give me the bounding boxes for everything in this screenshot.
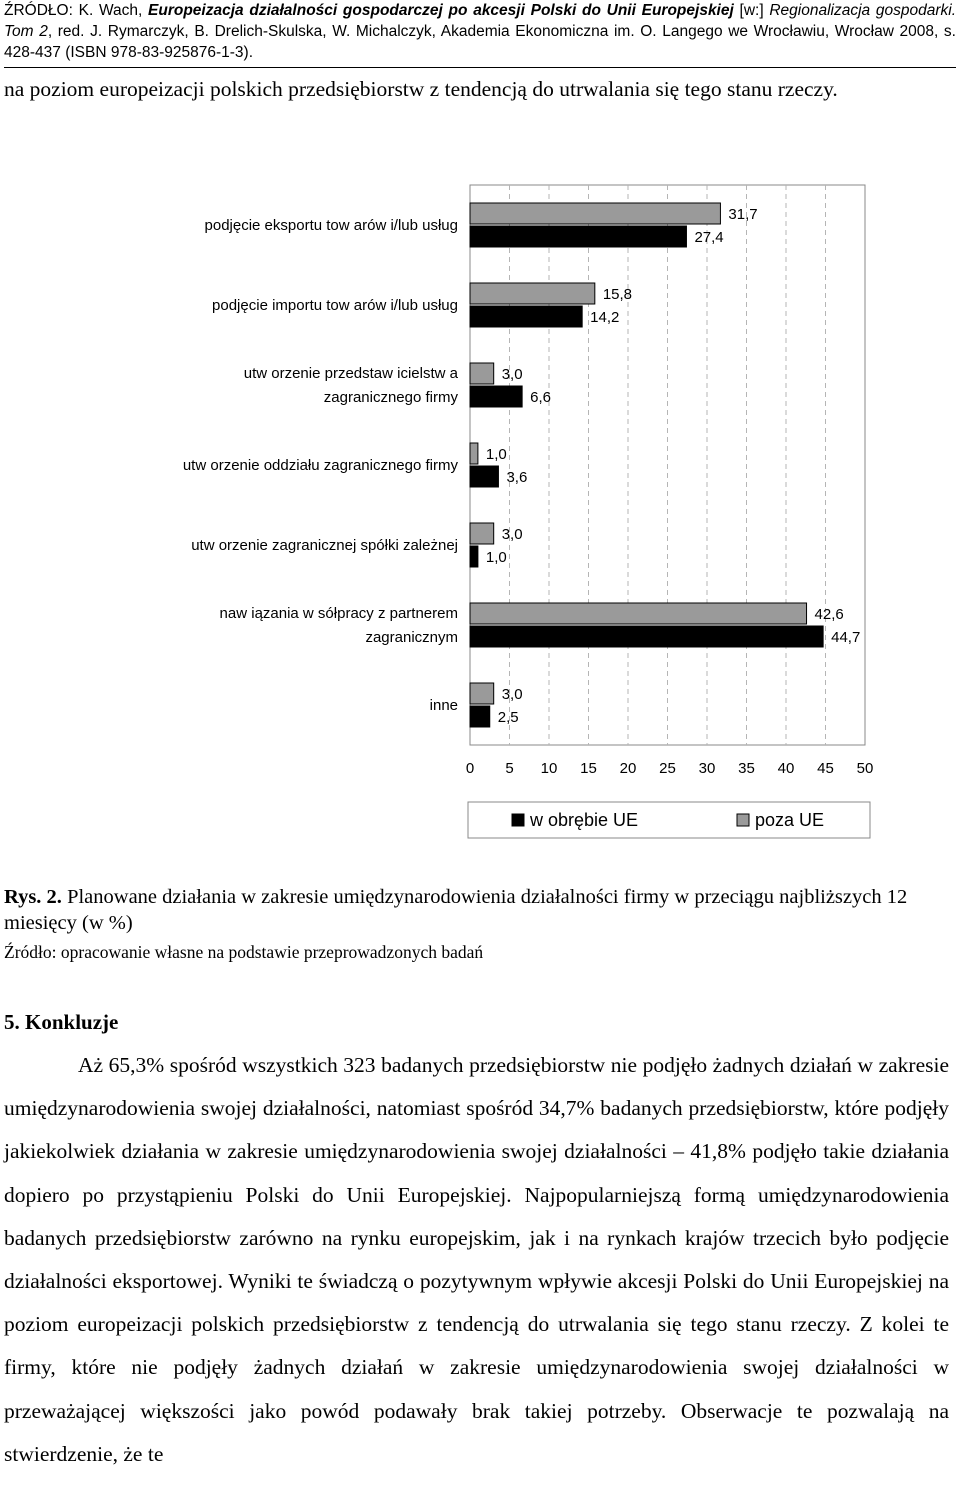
category-label: zagranicznego firmy — [323, 389, 458, 406]
book-title: Regionalizacja gospodarki. Tom 2 — [4, 2, 956, 40]
category-label: utw orzenie przedstaw icielstw a — [243, 365, 458, 382]
bar-chart — [0, 175, 960, 845]
data-label: 1,0 — [485, 549, 507, 566]
bar — [470, 603, 807, 624]
x-tick-label: 5 — [505, 760, 514, 777]
category-label: zagranicznym — [365, 629, 458, 646]
x-tick-label: 0 — [465, 760, 475, 777]
x-tick-label: 25 — [659, 760, 676, 777]
data-label: 42,6 — [814, 606, 844, 623]
in-marker: [w:] — [733, 2, 770, 19]
bar — [470, 363, 494, 384]
bar — [470, 386, 522, 407]
data-label: 3,0 — [501, 686, 523, 703]
bar — [470, 306, 582, 327]
x-tick-label: 50 — [856, 760, 874, 777]
data-label: 14,2 — [590, 309, 620, 326]
bar — [470, 203, 720, 224]
category-label: podjęcie eksportu tow arów i/lub usług — [204, 217, 458, 234]
category-label: naw iązania w sółpracy z partnerem — [219, 605, 458, 622]
legend-swatch — [737, 814, 749, 826]
data-label: 6,6 — [530, 389, 551, 406]
category-label: utw orzenie oddziału zagranicznego firmy — [182, 457, 458, 474]
figure-caption-text: Planowane działania w zakresie umiędzynarodowienia działalności firmy w przeciągu najbliższych 12 miesięcy (w %) — [4, 886, 908, 934]
data-label: 15,8 — [602, 286, 633, 303]
bar — [470, 706, 490, 727]
figure-label: Rys. 2. — [4, 886, 62, 908]
bar — [470, 683, 494, 704]
x-tick-label: 35 — [738, 760, 755, 777]
data-label: 1,0 — [485, 446, 507, 463]
figure-caption — [4, 884, 954, 936]
x-tick-label: 30 — [698, 760, 716, 777]
data-label: 3,0 — [501, 526, 523, 543]
bar — [470, 523, 494, 544]
bar — [470, 626, 823, 647]
bar — [470, 283, 595, 304]
data-label: 31,7 — [728, 206, 758, 223]
bar — [470, 443, 478, 464]
category-label: inne — [429, 697, 458, 714]
data-label: 3,6 — [506, 469, 528, 486]
data-label: 2,5 — [497, 709, 519, 726]
data-label: 27,4 — [694, 229, 724, 246]
category-label: utw orzenie zagranicznej spółki zależnej — [191, 537, 458, 554]
x-tick-label: 15 — [580, 760, 597, 777]
legend-swatch — [512, 814, 524, 826]
source-header — [4, 0, 956, 68]
x-tick-label: 40 — [777, 760, 795, 777]
x-tick-label: 20 — [619, 760, 637, 777]
bar — [470, 226, 686, 247]
section-heading: 5. Konkluzje — [4, 1010, 119, 1034]
legend-label: w obrębie UE — [530, 810, 639, 830]
source-rest: , red. J. Rymarczyk, B. Drelich-Skulska, W. Michalczyk, Akademia Ekonomiczna im. O. Langego we Wrocławiu, Wrocław 2008, s. 428-437 (ISBN 978-83-925876-1-3). — [4, 23, 956, 61]
source-prefix: ŹRÓDŁO: K. Wach, — [4, 2, 149, 19]
body-paragraph: Aż 65,3% spośród wszystkich 323 badanych przedsiębiorstw nie podjęło żadnych działań w zakresie umiędzynarodowienia swojej działalności, natomiast spośród 34,7% badanych przedsiębiorstw, które podjęły jakiekolwiek działania w zakresie umiędzynarodowienia swojej działalności – 41,8% podjęło takie działania dopiero po przystąpieniu Polski do Unii Europejskiej. Najpopularniejszą formą umiędzynarodowienia badanych przedsiębiorstw zarówno na rynku europejskim, jak i na rynkach krajów trzecich było podjęcie działalności eksportowej. Wyniki te świadczą o pozytywnym wpływie akcesji Polski do Unii Europejskiej na poziom europeizacji polskich przedsiębiorstw z tendencją do utrwalania się tego stanu rzeczy. Z kolei te firmy, które nie podjęły żadnych działań w zakresie umiędzynarodowienia swojej działalności w przeważającej większości jako powód podawały brak takiej potrzeby. Obserwacje te pozwalają na stwierdzenie, że te — [4, 1053, 949, 1466]
bar — [470, 466, 498, 487]
figure-source: Źródło: opracowanie własne na podstawie przeprowadzonych badań — [4, 942, 484, 962]
legend-label: poza UE — [755, 810, 825, 830]
article-title: Europeizacja działalności gospodarczej po akcesji Polski do Unii Europejskiej — [148, 2, 734, 19]
x-tick-label: 10 — [540, 760, 558, 777]
category-label: podjęcie importu tow arów i/lub usług — [212, 297, 458, 314]
data-label: 44,7 — [831, 629, 861, 646]
bar — [470, 546, 478, 567]
continuation-paragraph: na poziom europeizacji polskich przedsiębiorstw z tendencją do utrwalania się tego stanu rzeczy. — [4, 77, 838, 101]
x-tick-label: 45 — [817, 760, 834, 777]
data-label: 3,0 — [501, 366, 523, 383]
